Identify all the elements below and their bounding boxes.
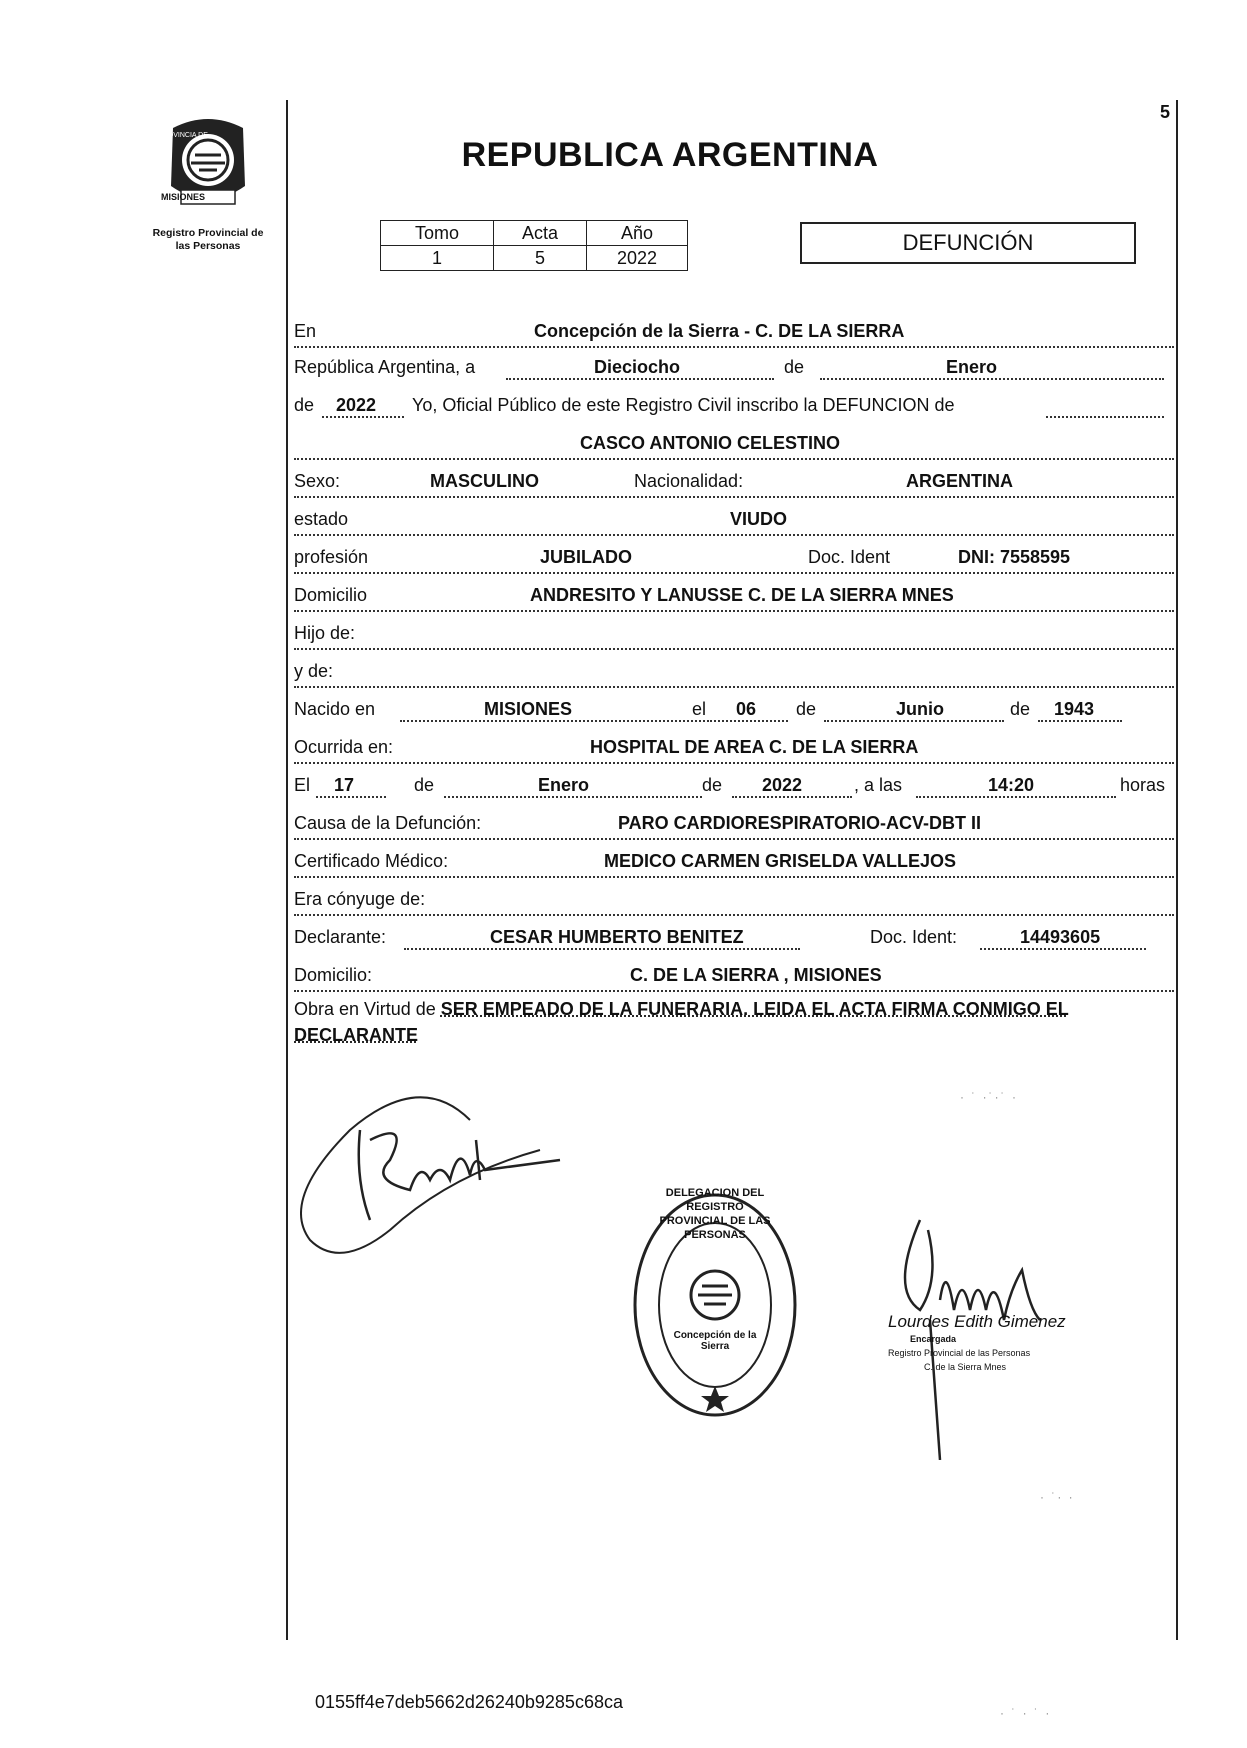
row-en bbox=[294, 308, 1174, 348]
alas-label: , a las bbox=[854, 775, 903, 795]
row-estado bbox=[294, 496, 1174, 536]
row-domicilio2 bbox=[294, 952, 1174, 992]
birth-month: Junio bbox=[896, 699, 944, 719]
profesion-value: JUBILADO bbox=[540, 547, 633, 567]
de2-label: de bbox=[294, 395, 315, 415]
cert-label: Certificado Médico: bbox=[294, 851, 449, 871]
sexo-value: MASCULINO bbox=[430, 471, 539, 491]
cert-value: MEDICO CARMEN GRISELDA VALLEJOS bbox=[604, 851, 957, 871]
row-nacido bbox=[294, 686, 1174, 724]
registry-value-row bbox=[381, 246, 688, 271]
doc-type-box: DEFUNCIÓN bbox=[800, 222, 1136, 264]
death-year: 2022 bbox=[762, 775, 803, 795]
causa-value: PARO CARDIORESPIRATORIO-ACV-DBT II bbox=[618, 813, 982, 833]
obra-paragraph bbox=[294, 996, 1174, 1048]
left-margin-line bbox=[286, 100, 288, 1640]
death-month: Enero bbox=[538, 775, 590, 795]
day-text: Dieciocho bbox=[594, 357, 681, 377]
row-cert bbox=[294, 838, 1174, 878]
death-day: 17 bbox=[334, 775, 355, 795]
doc-value: DNI: 7558595 bbox=[958, 547, 1071, 567]
obra-label: Obra en Virtud de bbox=[294, 999, 436, 1019]
page-number: 5 bbox=[1160, 102, 1171, 122]
deceased-name: CASCO ANTONIO CELESTINO bbox=[580, 433, 841, 453]
page-title: REPUBLICA ARGENTINA bbox=[461, 136, 879, 174]
birth-de2-label: de bbox=[1010, 699, 1031, 719]
registry-table bbox=[380, 220, 688, 271]
seal-outer-text: DELEGACION DEL REGISTRO PROVINCIAL DE LAS PERSONAS bbox=[659, 1187, 771, 1241]
row-causa bbox=[294, 800, 1174, 840]
row-ocurrida bbox=[294, 724, 1174, 764]
el-label: el bbox=[692, 699, 707, 719]
death-de2-label: de bbox=[702, 775, 723, 795]
row-death-date bbox=[294, 762, 1174, 800]
en-label: En bbox=[294, 321, 317, 341]
sexo-label: Sexo: bbox=[294, 471, 341, 491]
acta-header: Acta bbox=[494, 221, 587, 246]
row-conyuge bbox=[294, 876, 1174, 916]
document-hash: 0155ff4e7deb5662d26240b9285c68ca bbox=[315, 1692, 623, 1712]
row-date bbox=[294, 344, 1174, 382]
row-year bbox=[294, 382, 1174, 420]
scan-noise: · ˙ · ˙ · bbox=[1000, 1706, 1052, 1720]
nac-value: ARGENTINA bbox=[906, 471, 1013, 491]
conyuge-label: Era cónyuge de: bbox=[294, 889, 426, 909]
row-deceased bbox=[294, 420, 1174, 460]
domicilio2-value: C. DE LA SIERRA , MISIONES bbox=[630, 965, 882, 985]
official-line3: Registro Provincial de las Personas bbox=[888, 1348, 1031, 1358]
el2-label: El bbox=[294, 775, 311, 795]
doc2-value: 14493605 bbox=[1020, 927, 1101, 947]
causa-label: Causa de la Defunción: bbox=[294, 813, 482, 833]
right-margin-line bbox=[1176, 100, 1178, 1640]
domicilio-value: ANDRESITO Y LANUSSE C. DE LA SIERRA MNES bbox=[530, 585, 954, 605]
row-domicilio bbox=[294, 572, 1174, 612]
declarant-signature bbox=[300, 1080, 620, 1280]
nacido-value: MISIONES bbox=[484, 699, 573, 719]
logo-caption: Registro Provincial de las Personas bbox=[152, 227, 264, 252]
scan-noise: · ˙· · bbox=[1040, 1490, 1075, 1504]
month-text: Enero bbox=[946, 357, 998, 377]
registry-header-row bbox=[381, 221, 688, 246]
birth-year: 1943 bbox=[1054, 699, 1095, 719]
seal-inner-text: Concepción de la Sierra bbox=[673, 1330, 757, 1352]
ocurrida-label: Ocurrida en: bbox=[294, 737, 394, 757]
de-label: de bbox=[784, 357, 805, 377]
nacido-label: Nacido en bbox=[294, 699, 376, 719]
row-profesion bbox=[294, 534, 1174, 574]
tomo-header: Tomo bbox=[381, 221, 494, 246]
row-sexo bbox=[294, 458, 1174, 498]
tomo-value: 1 bbox=[381, 246, 494, 271]
declarante-label: Declarante: bbox=[294, 927, 387, 947]
horas-label: horas bbox=[1120, 775, 1166, 795]
estado-value: VIUDO bbox=[730, 509, 788, 529]
anio-value: 2022 bbox=[587, 246, 688, 271]
logo-bottom-text: MISIONES bbox=[160, 192, 205, 202]
death-de-label: de bbox=[414, 775, 435, 795]
birth-de-label: de bbox=[796, 699, 817, 719]
nac-label: Nacionalidad: bbox=[634, 471, 744, 491]
birth-day: 06 bbox=[736, 699, 757, 719]
death-time: 14:20 bbox=[988, 775, 1035, 795]
doc-label: Doc. Ident bbox=[808, 547, 891, 567]
domicilio2-label: Domicilio: bbox=[294, 965, 373, 985]
official-line4: C. de la Sierra Mnes bbox=[924, 1362, 1007, 1372]
yde-label: y de: bbox=[294, 661, 334, 681]
row-hijo bbox=[294, 610, 1174, 650]
registry-logo bbox=[128, 108, 288, 253]
doc2-label: Doc. Ident: bbox=[870, 927, 958, 947]
domicilio-label: Domicilio bbox=[294, 585, 368, 605]
anio-header: Año bbox=[587, 221, 688, 246]
official-role: Encargada bbox=[910, 1334, 957, 1344]
row-declarante bbox=[294, 914, 1174, 952]
official-name: Lourdes Edith Gimenez bbox=[888, 1312, 1066, 1331]
year: 2022 bbox=[336, 395, 377, 415]
yo-text: Yo, Oficial Público de este Registro Civil inscribo la DEFUNCION de bbox=[412, 395, 955, 415]
row-yde bbox=[294, 648, 1174, 688]
estado-label: estado bbox=[294, 509, 349, 529]
obra-value: SER EMPEADO DE LA FUNERARIA. LEIDA EL ACTA FIRMA CONMIGO EL DECLARANTE bbox=[294, 999, 1069, 1045]
en-value: Concepción de la Sierra - C. DE LA SIERRA bbox=[534, 321, 905, 341]
ocurrida-value: HOSPITAL DE AREA C. DE LA SIERRA bbox=[590, 737, 919, 757]
rep-label: República Argentina, a bbox=[294, 357, 476, 377]
logo-top-text: PROVINCIA DE bbox=[158, 132, 208, 139]
scan-noise: · ˙ ·˙·˙ · bbox=[960, 1090, 1018, 1104]
profesion-label: profesión bbox=[294, 547, 369, 567]
hijo-label: Hijo de: bbox=[294, 623, 356, 643]
declarante-value: CESAR HUMBERTO BENITEZ bbox=[490, 927, 744, 947]
acta-value: 5 bbox=[494, 246, 587, 271]
